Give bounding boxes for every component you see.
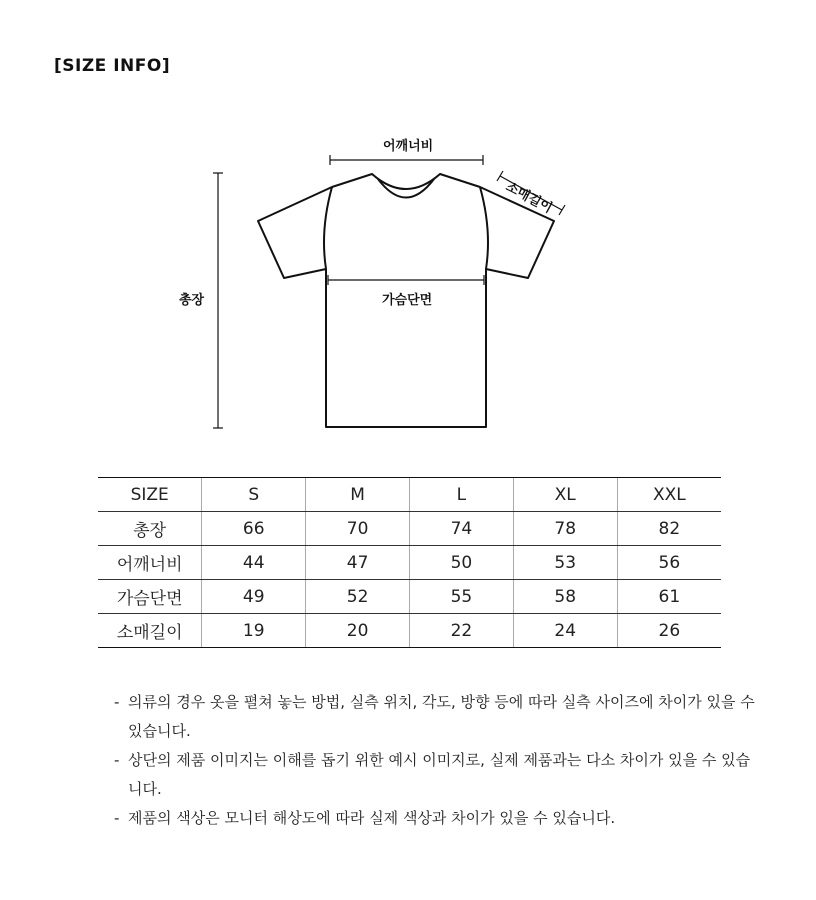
- note-text: 제품의 색상은 모니터 해상도에 따라 실제 색상과 차이가 있을 수 있습니다.: [128, 809, 616, 827]
- table-cell: 49: [202, 580, 306, 614]
- total-length-label: 총장: [179, 293, 205, 308]
- table-header-cell: SIZE: [98, 478, 202, 512]
- table-header-cell: XL: [513, 478, 617, 512]
- table-row: [98, 580, 721, 614]
- table-header-cell: L: [409, 478, 513, 512]
- table-cell: 53: [513, 546, 617, 580]
- shoulder-width-label: 어깨너비: [383, 139, 434, 154]
- table-cell: 19: [202, 614, 306, 648]
- notes-list: [114, 688, 764, 833]
- table-cell: 78: [513, 512, 617, 546]
- note-dash: -: [114, 693, 120, 711]
- note-text: 의류의 경우 옷을 펼쳐 놓는 방법, 실측 위치, 각도, 방향 등에 따라 실측 사이즈에 차이가 있을 수 있습니다.: [128, 693, 755, 740]
- table-cell: 55: [409, 580, 513, 614]
- table-row: [98, 546, 721, 580]
- table-cell: 70: [306, 512, 410, 546]
- table-cell: 24: [513, 614, 617, 648]
- sleeve-length-label: 소매길이: [503, 179, 555, 217]
- table-cell: 52: [306, 580, 410, 614]
- table-cell: 44: [202, 546, 306, 580]
- note-item: [114, 746, 764, 804]
- chest-width-label: 가슴단면: [382, 293, 433, 308]
- table-cell: 61: [617, 580, 721, 614]
- table-cell: 66: [202, 512, 306, 546]
- table-cell: 56: [617, 546, 721, 580]
- table-cell: 58: [513, 580, 617, 614]
- row-label: 총장: [98, 512, 202, 546]
- page-title: [SIZE INFO]: [54, 56, 171, 76]
- table-cell: 47: [306, 546, 410, 580]
- table-cell: 26: [617, 614, 721, 648]
- armhole-right: [480, 187, 488, 269]
- table-cell: 50: [409, 546, 513, 580]
- armhole-left: [324, 187, 332, 269]
- table-cell: 20: [306, 614, 410, 648]
- note-text: 상단의 제품 이미지는 이해를 돕기 위한 예시 이미지로, 실제 제품과는 다소 차이가 있을 수 있습니다.: [128, 751, 751, 798]
- table-header-cell: XXL: [617, 478, 721, 512]
- table-header-cell: M: [306, 478, 410, 512]
- row-label: 어깨너비: [98, 546, 202, 580]
- row-label: 가슴단면: [98, 580, 202, 614]
- size-table: [98, 477, 721, 648]
- table-header-cell: S: [202, 478, 306, 512]
- row-label: 소매길이: [98, 614, 202, 648]
- note-dash: -: [114, 751, 120, 769]
- table-row: [98, 512, 721, 546]
- table-cell: 74: [409, 512, 513, 546]
- size-table-header: [98, 478, 721, 512]
- table-cell: 82: [617, 512, 721, 546]
- table-row: [98, 614, 721, 648]
- note-dash: -: [114, 809, 120, 827]
- note-item: [114, 804, 764, 833]
- note-item: [114, 688, 764, 746]
- table-cell: 22: [409, 614, 513, 648]
